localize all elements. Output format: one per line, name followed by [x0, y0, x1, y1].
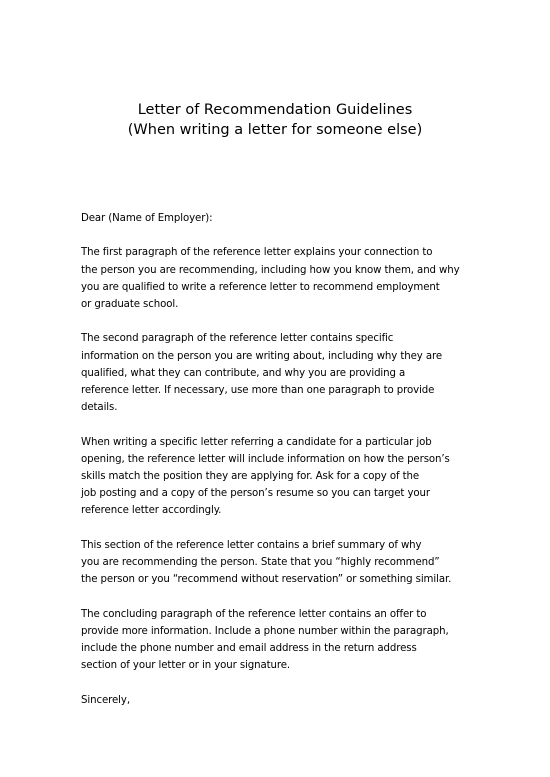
paragraph-line: The first paragraph of the reference letter explains your connection to	[81, 247, 433, 259]
paragraph-connection	[81, 244, 501, 313]
paragraph-line: the person or you “recommend without reservation” or something similar.	[81, 574, 452, 586]
paragraph-line: reference letter accordingly.	[81, 505, 222, 517]
paragraph-line: opening, the reference letter will include information on how the person’s	[81, 453, 450, 465]
paragraph-line: include the phone number and email address in the return address	[81, 643, 417, 654]
paragraph-job-match	[81, 434, 501, 520]
paragraph-line: you are recommending the person. State that you “highly recommend”	[81, 557, 440, 568]
paragraph-line: This section of the reference letter contains a brief summary of why	[81, 539, 422, 551]
paragraph-line: section of your letter or in your signature.	[81, 660, 291, 672]
paragraph-summary	[81, 537, 501, 589]
paragraph-line: or graduate school.	[81, 299, 179, 310]
paragraph-line: skills match the position they are applying for. Ask for a copy of the	[81, 471, 420, 482]
letter-body	[81, 210, 501, 709]
paragraph-line: reference letter. If necessary, use more than one paragraph to provide	[81, 385, 435, 396]
paragraph-line: qualified, what they can contribute, and why you are providing a	[81, 367, 406, 379]
paragraph-line: you are qualified to write a reference letter to recommend employment	[81, 281, 440, 293]
closing: Sincerely,	[81, 694, 130, 706]
paragraph-line: the person you are recommending, including how you know them, and why	[81, 264, 460, 276]
paragraph-line: provide more information. Include a phone number within the paragraph,	[81, 625, 449, 637]
paragraph-line: The concluding paragraph of the reference letter contains an offer to	[81, 608, 427, 620]
title-line-2: (When writing a letter for someone else)	[127, 122, 423, 138]
title-line-1: Letter of Recommendation Guidelines	[137, 102, 413, 118]
salutation: Dear (Name of Employer):	[81, 213, 213, 224]
paragraph-line: The second paragraph of the reference letter contains specific	[81, 333, 394, 345]
document-title	[0, 100, 550, 140]
paragraph-line: When writing a specific letter referring a candidate for a particular job	[81, 436, 432, 448]
paragraph-line: details.	[81, 402, 118, 414]
paragraph-line: information on the person you are writing about, including why they are	[81, 350, 443, 362]
paragraph-line: job posting and a copy of the person’s resume so you can target your	[81, 488, 430, 500]
paragraph-specific-info	[81, 330, 501, 416]
paragraph-conclusion	[81, 606, 501, 675]
